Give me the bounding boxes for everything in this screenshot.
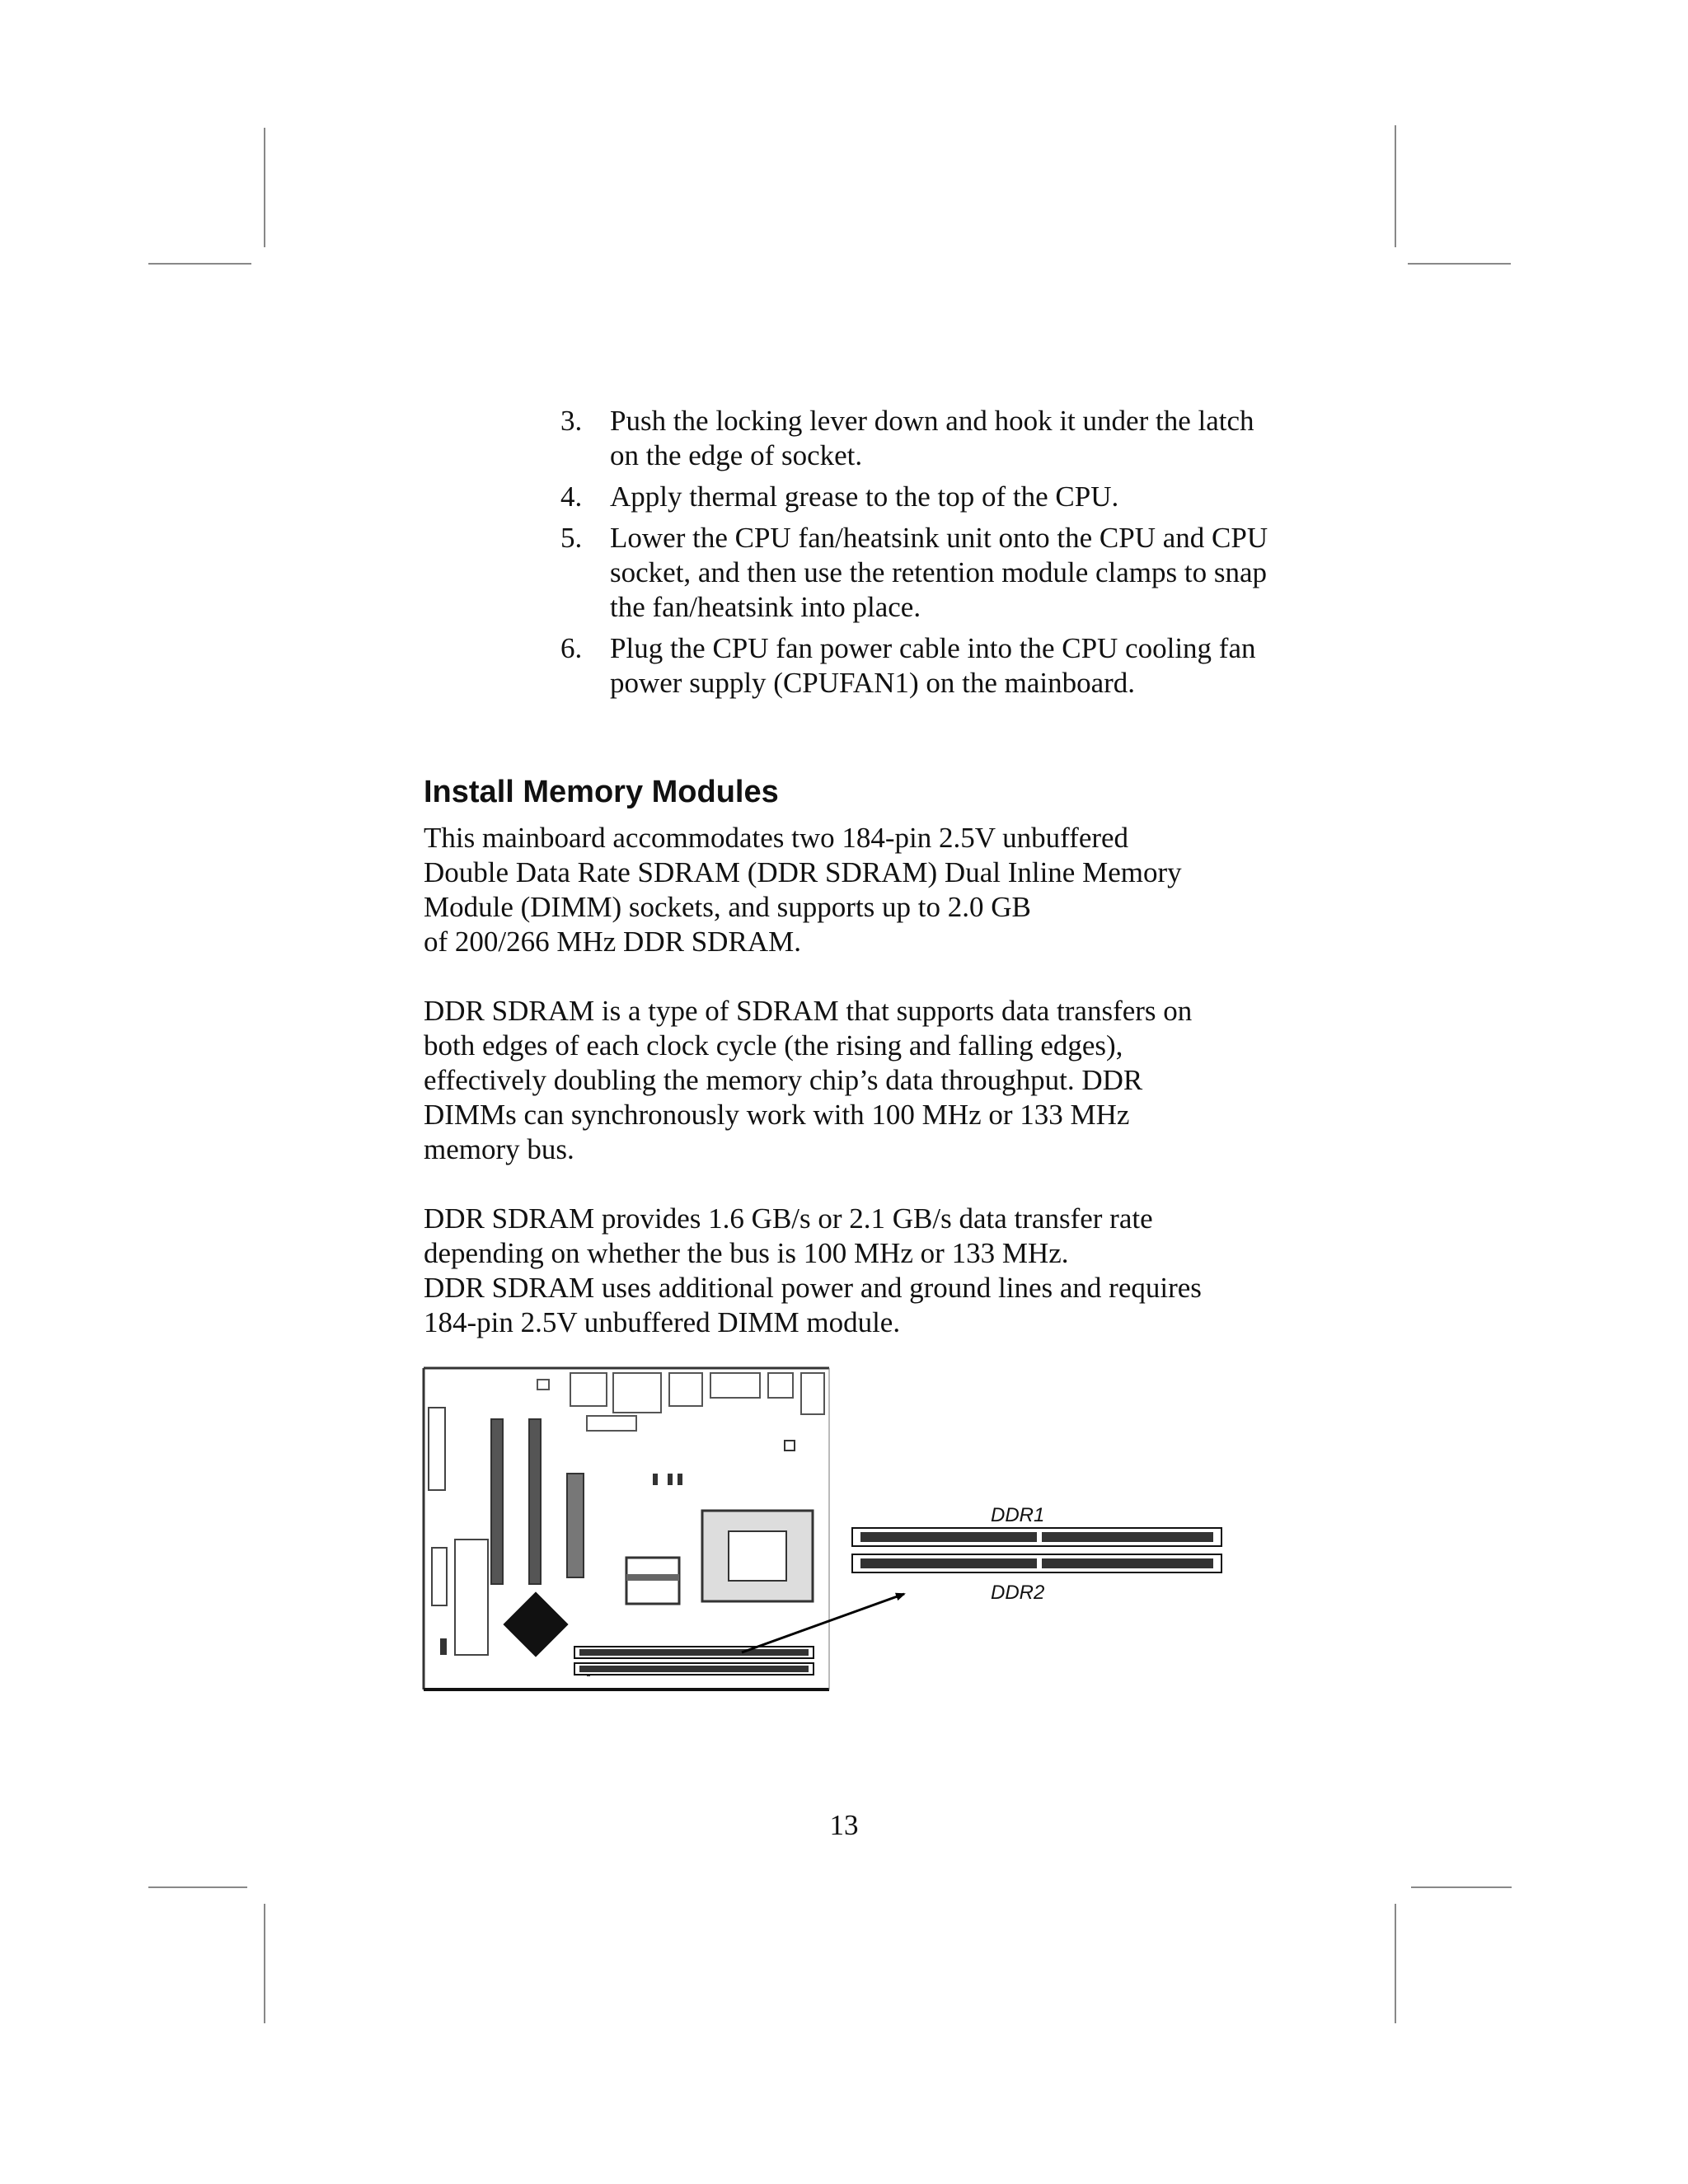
onboard-dimm-slots: [574, 1647, 814, 1675]
ddr2-label: DDR2: [991, 1582, 1045, 1604]
pointer-arrow: [742, 1594, 904, 1652]
rear-io-connectors: [537, 1373, 824, 1431]
crop-mark: [1395, 125, 1396, 247]
section-heading: Install Memory Modules: [424, 775, 779, 809]
northbridge: [626, 1558, 679, 1604]
installation-steps: [560, 404, 1269, 707]
crop-mark: [1408, 263, 1511, 265]
crop-mark: [148, 263, 251, 265]
page-number: 13: [829, 1809, 859, 1841]
list-item: [560, 521, 1269, 625]
step-number: 5.: [560, 522, 583, 554]
body-paragraph: DDR SDRAM is a type of SDRAM that supports data transfers on both edges of each clock cycle (the rising and falling edges), effectively doubling the memory chip’s data throughput. DDR DIMMs can synchronously work with 100 MHz or 133 MHz memory bus.: [424, 995, 1193, 1165]
left-connectors: [429, 1408, 488, 1655]
step-number: 4.: [560, 480, 583, 513]
body-paragraph: DDR SDRAM provides 1.6 GB/s or 2.1 GB/s data transfer rate depending on whether the bus is 100 MHz or 133 MHz. DDR SDRAM uses additional power and ground lines and requires 184-pin 2.5V unbuffered DIMM module.: [424, 1202, 1202, 1338]
ddr2-socket: [852, 1554, 1221, 1572]
step-number: 6.: [560, 632, 583, 664]
chipset: [503, 1591, 568, 1657]
ddr1-label: DDR1: [991, 1504, 1045, 1526]
step-text: Plug the CPU fan power cable into the CPU cooling fan power supply (CPUFAN1) on the mainboard.: [610, 632, 1256, 699]
crop-mark: [264, 128, 265, 247]
step-text: Apply thermal grease to the top of the CPU.: [610, 480, 1119, 513]
ddr1-socket: [852, 1528, 1221, 1546]
cpu-socket: [702, 1511, 813, 1601]
body-paragraph: This mainboard accommodates two 184-pin 2.5V unbuffered Double Data Rate SDRAM (DDR SDRAM) Dual Inline Memory Module (DIMM) sockets, and supports up to 2.0 GB of 200/266 MHz DDR SDRAM.: [424, 822, 1182, 958]
expansion-slots: [491, 1419, 584, 1584]
crop-mark: [1411, 1886, 1512, 1888]
crop-mark: [264, 1904, 265, 2023]
crop-mark: [148, 1886, 247, 1888]
step-number: 3.: [560, 405, 583, 437]
mainboard-diagram-svg: [422, 1366, 1246, 1696]
list-item: [560, 631, 1269, 701]
list-item: [560, 480, 1269, 514]
list-item: [560, 404, 1269, 473]
mainboard-diagram: [422, 1366, 1246, 1696]
crop-mark: [1395, 1904, 1396, 2023]
step-text: Lower the CPU fan/heatsink unit onto the CPU and CPU socket, and then use the retention module clamps to snap the fan/heatsink into place.: [610, 522, 1268, 623]
step-text: Push the locking lever down and hook it under the latch on the edge of socket.: [610, 405, 1254, 471]
